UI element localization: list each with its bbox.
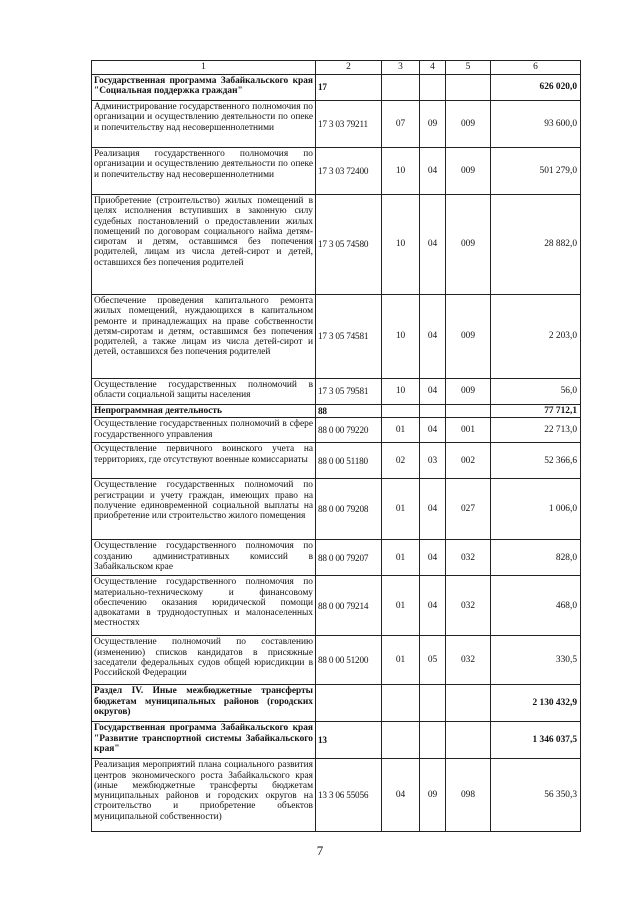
row-expense-type: 009 — [446, 148, 491, 195]
row-expense-type: 032 — [446, 540, 491, 576]
table-row — [92, 379, 581, 405]
row-subsection — [420, 685, 446, 722]
row-subsection: 04 — [420, 540, 446, 576]
row-amount: 77 712,1 — [491, 405, 581, 418]
row-amount: 28 882,0 — [491, 195, 581, 295]
col-header-3: 3 — [382, 61, 420, 75]
row-subsection: 09 — [420, 101, 446, 148]
row-expense-type: 009 — [446, 295, 491, 379]
row-expense-type — [446, 75, 491, 101]
row-section: 10 — [382, 379, 420, 405]
row-section: 07 — [382, 101, 420, 148]
row-expense-type: 002 — [446, 443, 491, 479]
row-expense-type: 009 — [446, 101, 491, 148]
row-section — [382, 75, 420, 101]
row-subsection: 04 — [420, 195, 446, 295]
row-name: Государственная программа Забайкальского края "Социальная поддержка граждан" — [92, 75, 316, 101]
col-header-2: 2 — [316, 61, 382, 75]
row-subsection — [420, 75, 446, 101]
row-code: 88 0 00 79214 — [316, 576, 382, 636]
col-header-1: 1 — [92, 61, 316, 75]
row-code: 88 0 00 51180 — [316, 443, 382, 479]
col-header-4: 4 — [420, 61, 446, 75]
table-row — [92, 101, 581, 148]
row-expense-type: 032 — [446, 636, 491, 685]
row-subsection — [420, 722, 446, 759]
row-amount: 626 020,0 — [491, 75, 581, 101]
row-name: Раздел IV. Иные межбюджетные трансферты бюджетам муниципальных районов (городских округов) — [92, 685, 316, 722]
table-row — [92, 722, 581, 759]
row-amount: 52 366,6 — [491, 443, 581, 479]
row-section — [382, 685, 420, 722]
row-section: 02 — [382, 443, 420, 479]
header-row — [92, 61, 581, 75]
row-code: 88 0 00 79207 — [316, 540, 382, 576]
table-row — [92, 540, 581, 576]
row-name: Администрирование государственного полномочия по организации и осуществлению деятельности по опеке и попечительству над несовершеннолетними — [92, 101, 316, 148]
row-code: 17 — [316, 75, 382, 101]
table-row — [92, 636, 581, 685]
table-row — [92, 405, 581, 418]
row-code: 13 3 06 55056 — [316, 759, 382, 832]
row-amount: 56,0 — [491, 379, 581, 405]
table-row — [92, 195, 581, 295]
row-expense-type: 009 — [446, 195, 491, 295]
row-name: Осуществление полномочий по составлению (изменению) списков кандидатов в присяжные заседатели федеральных судов общей юрисдикции в Российской Федерации — [92, 636, 316, 685]
row-amount: 2 130 432,9 — [491, 685, 581, 722]
table-row — [92, 576, 581, 636]
page-number: 7 — [316, 843, 324, 858]
col-header-5: 5 — [446, 61, 491, 75]
row-amount: 468,0 — [491, 576, 581, 636]
row-amount: 330,5 — [491, 636, 581, 685]
row-expense-type: 098 — [446, 759, 491, 832]
row-code — [316, 685, 382, 722]
row-expense-type: 032 — [446, 576, 491, 636]
row-section: 04 — [382, 759, 420, 832]
row-subsection: 04 — [420, 479, 446, 540]
row-subsection: 04 — [420, 418, 446, 443]
table-row — [92, 75, 581, 101]
row-section: 01 — [382, 540, 420, 576]
row-name: Обеспечение проведения капитального ремонта жилых помещений, нуждающихся в капитальном ремонте и принадлежащих на праве собственности детям-сиротам и детям, оставшимся без попечения родителей, а также лицам из числа детей-сирот и детей, оставшихся без попечения родителей — [92, 295, 316, 379]
row-code: 88 0 00 79208 — [316, 479, 382, 540]
row-section: 10 — [382, 195, 420, 295]
row-subsection: 04 — [420, 148, 446, 195]
row-section: 01 — [382, 418, 420, 443]
row-expense-type — [446, 722, 491, 759]
row-amount: 828,0 — [491, 540, 581, 576]
budget-table — [91, 60, 581, 832]
row-section: 10 — [382, 148, 420, 195]
row-subsection: 04 — [420, 295, 446, 379]
row-code: 17 3 03 79211 — [316, 101, 382, 148]
row-name: Государственная программа Забайкальского края "Развитие транспортной системы Забайкальского края" — [92, 722, 316, 759]
row-code: 17 3 05 79581 — [316, 379, 382, 405]
row-name: Осуществление государственных полномочий в области социальной защиты населения — [92, 379, 316, 405]
table-row — [92, 443, 581, 479]
col-header-6: 6 — [491, 61, 581, 75]
row-name: Реализация мероприятий плана социального развития центров экономического роста Забайкальского края (иные межбюджетные трансферты бюджетам муниципальных районов и городских округов на строительство и приобретение объектов муниципальной собственности) — [92, 759, 316, 832]
row-name: Реализация государственного полномочия по организации и осуществлению деятельности по опеке и попечительству над несовершеннолетними — [92, 148, 316, 195]
row-name: Осуществление государственного полномочия по созданию административных комиссий в Забайкальском крае — [92, 540, 316, 576]
row-amount: 22 713,0 — [491, 418, 581, 443]
row-amount: 1 346 037,5 — [491, 722, 581, 759]
row-name: Осуществление государственного полномочия по материально-техническому и финансовому обеспечению оказания юридической помощи адвокатами в труднодоступных и малонаселенных местностях — [92, 576, 316, 636]
table-row — [92, 759, 581, 832]
row-code: 17 3 03 72400 — [316, 148, 382, 195]
row-name: Непрограммная деятельность — [92, 405, 316, 418]
row-subsection: 09 — [420, 759, 446, 832]
row-code: 88 — [316, 405, 382, 418]
row-section: 01 — [382, 479, 420, 540]
row-expense-type — [446, 685, 491, 722]
row-section — [382, 405, 420, 418]
row-subsection: 03 — [420, 443, 446, 479]
row-expense-type — [446, 405, 491, 418]
row-code: 17 3 05 74581 — [316, 295, 382, 379]
row-code: 88 0 00 79220 — [316, 418, 382, 443]
row-name: Осуществление государственных полномочий в сфере государственного управления — [92, 418, 316, 443]
table-row — [92, 295, 581, 379]
row-subsection: 04 — [420, 576, 446, 636]
row-section: 01 — [382, 636, 420, 685]
row-expense-type: 001 — [446, 418, 491, 443]
row-expense-type: 009 — [446, 379, 491, 405]
row-name: Осуществление первичного воинского учета на территориях, где отсутствуют военные комиссариаты — [92, 443, 316, 479]
row-amount: 501 279,0 — [491, 148, 581, 195]
row-subsection: 05 — [420, 636, 446, 685]
row-amount: 56 350,3 — [491, 759, 581, 832]
row-code: 88 0 00 51200 — [316, 636, 382, 685]
table-row — [92, 148, 581, 195]
table-row — [92, 479, 581, 540]
table-row — [92, 418, 581, 443]
row-amount: 93 600,0 — [491, 101, 581, 148]
row-section — [382, 722, 420, 759]
row-amount: 1 006,0 — [491, 479, 581, 540]
row-code: 17 3 05 74580 — [316, 195, 382, 295]
row-subsection: 04 — [420, 379, 446, 405]
row-section: 10 — [382, 295, 420, 379]
row-code: 13 — [316, 722, 382, 759]
row-expense-type: 027 — [446, 479, 491, 540]
row-subsection — [420, 405, 446, 418]
row-amount: 2 203,0 — [491, 295, 581, 379]
table-row — [92, 685, 581, 722]
row-section: 01 — [382, 576, 420, 636]
row-name: Осуществление государственных полномочий по регистрации и учету граждан, имеющих право на получение единовременной социальной выплаты на приобретение или строительство жилого помещения — [92, 479, 316, 540]
row-name: Приобретение (строительство) жилых помещений в целях исполнения вступивших в законную силу судебных постановлений о предоставлении жилых помещений по договорам социального найма детям-сиротам и детям, оставшимся без попечения родителей, лицам из числа детей-сирот и детей, оставшихся без попечения родителей — [92, 195, 316, 295]
